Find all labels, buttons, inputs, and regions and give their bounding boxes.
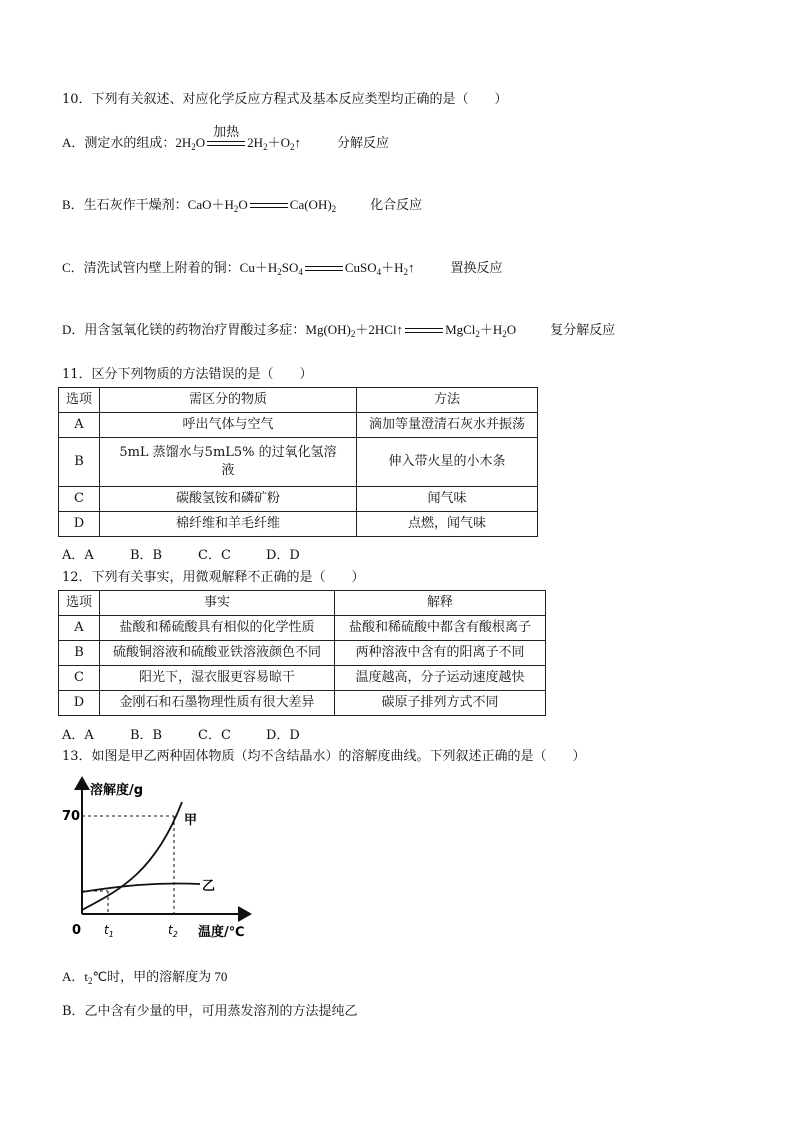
table-cell: D	[59, 512, 100, 537]
table-cell: C	[59, 487, 100, 512]
curve-jia	[82, 802, 182, 910]
table-header: 需区分的物质	[100, 388, 357, 413]
table-cell: 点燃，闻气味	[357, 512, 538, 537]
reaction-type: 复分解反应	[550, 322, 616, 337]
table-header: 选项	[59, 388, 100, 413]
table-cell: 阳光下，湿衣服更容易晾干	[100, 666, 335, 691]
q12-answer-choices: A．A B．B C．C D．D	[62, 728, 300, 743]
q10-stem: 10．下列有关叙述、对应化学反应方程式及基本反应类型均正确的是（ ）	[62, 92, 508, 107]
table-cell: B	[59, 641, 100, 666]
table-cell: 硫酸铜溶液和硫酸亚铁溶液颜色不同	[100, 641, 335, 666]
q11-answer-choices: A．A B．B C．C D．D	[62, 548, 300, 563]
reaction-condition: 加热	[213, 124, 240, 140]
q11-table	[58, 387, 538, 537]
q10-option-d: D．用含氢氧化镁的药物治疗胃酸过多症：$Mg(OH)_2+2HCl↑$ $MgCl_2+H_2O$ 复分解反应	[62, 322, 616, 339]
table-header: 事实	[100, 591, 335, 616]
q10-option-a: A．测定水的组成：$2H_2O$ 加热 $2H_2+O_2↑$ 分解反应	[62, 124, 389, 152]
table-row	[59, 438, 538, 487]
table-row	[59, 413, 538, 438]
label-jia: 甲	[184, 813, 198, 828]
reaction-type: 化合反应	[370, 197, 423, 212]
q12-stem: 12．下列有关事实，用微观解释不正确的是（ ）	[62, 570, 365, 585]
q10-option-c: C．清洗试管内壁上附着的铜：$Cu+H_2SO_4$ $CuSO_4+H_2↑$ 置换反应	[62, 260, 503, 277]
table-header-row	[59, 388, 538, 413]
table-header: 方法	[357, 388, 538, 413]
table-cell: 两种溶液中含有的阳离子不同	[335, 641, 546, 666]
table-cell: 5mL 蒸馏水与5mL5% 的过氧化氢溶 液	[100, 438, 357, 487]
tick-t2: $t_2$	[168, 923, 178, 939]
double-line-equals	[305, 265, 343, 273]
q13-stem: 13．如图是甲乙两种固体物质（均不含结晶水）的溶解度曲线。下列叙述正确的是（ ）	[62, 749, 586, 764]
table-cell: 伸入带火星的小木条	[357, 438, 538, 487]
table-cell: A	[59, 413, 100, 438]
reaction-type: 置换反应	[450, 260, 503, 275]
table-cell: C	[59, 666, 100, 691]
tick-t1: $t_1$	[104, 923, 114, 939]
tick-70: 70	[62, 809, 81, 824]
q11-stem: 11．区分下列物质的方法错误的是（ ）	[62, 367, 313, 382]
reaction-type: 分解反应	[336, 135, 389, 150]
table-row	[59, 691, 546, 716]
q13-option-a: A．$t_2℃$时，甲的溶解度为 70	[62, 969, 228, 986]
origin-label: 0	[72, 923, 82, 938]
q10-option-b: B．生石灰作干燥剂：$CaO+H_2O$ $Ca(OH)_2$ 化合反应	[62, 197, 423, 214]
curve-yi	[82, 883, 200, 892]
table-cell: 碳原子排列方式不同	[335, 691, 546, 716]
y-axis-label: 溶解度/g	[90, 783, 144, 798]
table-header: 选项	[59, 591, 100, 616]
table-cell: 碳酸氢铵和磷矿粉	[100, 487, 357, 512]
table-cell: 闻气味	[357, 487, 538, 512]
table-header: 解释	[335, 591, 546, 616]
table-cell: 滴加等量澄清石灰水并振荡	[357, 413, 538, 438]
q13-option-b: B．乙中含有少量的甲，可用蒸发溶剂的方法提纯乙	[62, 1004, 358, 1019]
table-cell: 温度越高，分子运动速度越快	[335, 666, 546, 691]
table-cell: B	[59, 438, 100, 487]
double-line-equals	[250, 202, 288, 210]
table-cell: D	[59, 691, 100, 716]
table-row	[59, 641, 546, 666]
table-cell: 棉纤维和羊毛纤维	[100, 512, 357, 537]
table-cell: 呼出气体与空气	[100, 413, 357, 438]
table-row	[59, 616, 546, 641]
table-row	[59, 487, 538, 512]
table-row	[59, 666, 546, 691]
table-cell: 金刚石和石墨物理性质有很大差异	[100, 691, 335, 716]
table-cell: 盐酸和稀硫酸中都含有酸根离子	[335, 616, 546, 641]
table-cell: 盐酸和稀硫酸具有相似的化学性质	[100, 616, 335, 641]
q12-table	[58, 590, 546, 716]
double-line-equals	[405, 327, 443, 335]
table-header-row	[59, 591, 546, 616]
label-yi: 乙	[202, 879, 216, 894]
double-line-equals	[207, 124, 245, 148]
table-cell: A	[59, 616, 100, 641]
table-row	[59, 512, 538, 537]
solubility-curve-graph	[60, 772, 260, 944]
x-axis-label: 温度/℃	[198, 925, 245, 940]
